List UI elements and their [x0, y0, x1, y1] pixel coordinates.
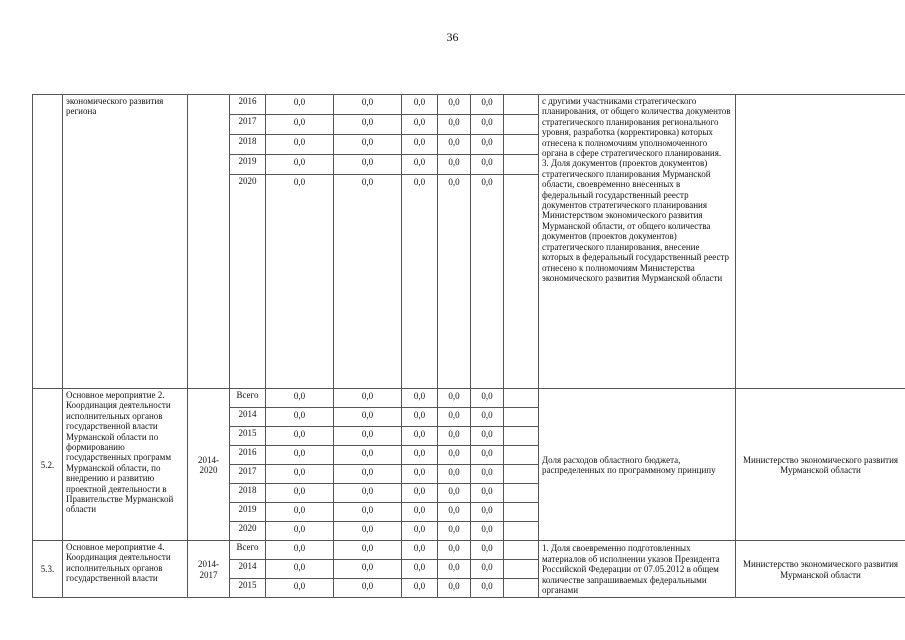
value-cell: 0,0 [471, 503, 504, 522]
value-cell: 0,0 [471, 115, 504, 135]
value-cell: 0,0 [438, 560, 471, 579]
year-cell: Всего [230, 389, 266, 408]
value-cell: 0,0 [266, 579, 334, 598]
value-cell: 0,0 [471, 95, 504, 115]
value-cell: 0,0 [266, 408, 334, 427]
value-cell: 0,0 [438, 522, 471, 541]
year-cell: 2015 [230, 579, 266, 598]
value-cell: 0,0 [334, 541, 402, 560]
value-cell: 0,0 [402, 408, 438, 427]
value-cell: 0,0 [471, 427, 504, 446]
empty-cell [504, 541, 539, 560]
value-cell: 0,0 [334, 408, 402, 427]
empty-cell [504, 427, 539, 446]
value-cell: 0,0 [266, 135, 334, 155]
value-cell: 0,0 [438, 95, 471, 115]
value-cell: 0,0 [438, 135, 471, 155]
row-number-cell: 5.3. [33, 541, 63, 598]
empty-cell [504, 560, 539, 579]
table-row [33, 541, 905, 560]
table-row [33, 389, 905, 408]
value-cell: 0,0 [471, 408, 504, 427]
value-cell: 0,0 [334, 389, 402, 408]
budget-table [32, 94, 905, 598]
empty-cell [504, 465, 539, 484]
value-cell: 0,0 [402, 95, 438, 115]
executor-cell [736, 95, 905, 389]
year-cell: 2019 [230, 503, 266, 522]
value-cell: 0,0 [438, 465, 471, 484]
value-cell: 0,0 [334, 484, 402, 503]
value-cell: 0,0 [471, 446, 504, 465]
indicator-cell: 1. Доля своевременно подготовленных материалов об исполнении указов Президента Российской Федерации от 07.05.2012 в общем количестве запрашиваемых федеральными органами [539, 541, 736, 598]
value-cell: 0,0 [266, 446, 334, 465]
value-cell: 0,0 [471, 522, 504, 541]
value-cell: 0,0 [402, 503, 438, 522]
value-cell: 0,0 [402, 560, 438, 579]
value-cell: 0,0 [402, 427, 438, 446]
value-cell: 0,0 [266, 522, 334, 541]
value-cell: 0,0 [471, 560, 504, 579]
value-cell: 0,0 [471, 135, 504, 155]
value-cell: 0,0 [471, 484, 504, 503]
executor-cell: Министерство экономического развития Мурманской области [736, 541, 905, 598]
value-cell: 0,0 [334, 115, 402, 135]
year-cell: 2016 [230, 446, 266, 465]
value-cell: 0,0 [438, 503, 471, 522]
value-cell: 0,0 [266, 465, 334, 484]
value-cell: 0,0 [402, 389, 438, 408]
year-cell: 2014 [230, 408, 266, 427]
table-row [33, 95, 905, 115]
empty-cell [504, 155, 539, 175]
value-cell: 0,0 [471, 389, 504, 408]
empty-cell [504, 408, 539, 427]
value-cell: 0,0 [334, 522, 402, 541]
value-cell: 0,0 [266, 503, 334, 522]
value-cell: 0,0 [402, 484, 438, 503]
empty-cell [504, 579, 539, 598]
year-cell: 2017 [230, 465, 266, 484]
year-cell: 2018 [230, 135, 266, 155]
year-cell: 2015 [230, 427, 266, 446]
empty-cell [504, 503, 539, 522]
value-cell: 0,0 [266, 389, 334, 408]
empty-cell [504, 446, 539, 465]
value-cell: 0,0 [266, 155, 334, 175]
value-cell: 0,0 [471, 579, 504, 598]
value-cell: 0,0 [334, 503, 402, 522]
measure-name: Основное мероприятие 2. Координация деятельности исполнительных органов государственной власти Мурманской области по формированию государственных программ Мурманской области, по внедрению и развитию проектной деятельности в Правительстве Мурманской области [63, 389, 188, 541]
value-cell: 0,0 [438, 484, 471, 503]
value-cell: 0,0 [438, 155, 471, 175]
executor-cell: Министерство экономического развития Мурманской области [736, 389, 905, 541]
measure-name: экономического развития региона [63, 95, 188, 389]
value-cell: 0,0 [266, 115, 334, 135]
value-cell: 0,0 [334, 560, 402, 579]
value-cell: 0,0 [402, 579, 438, 598]
value-cell: 0,0 [266, 175, 334, 389]
empty-cell [504, 175, 539, 389]
value-cell: 0,0 [402, 446, 438, 465]
empty-cell [504, 115, 539, 135]
period-cell [188, 95, 230, 389]
value-cell: 0,0 [334, 95, 402, 115]
value-cell: 0,0 [402, 155, 438, 175]
value-cell: 0,0 [334, 465, 402, 484]
empty-cell [504, 95, 539, 115]
value-cell: 0,0 [438, 541, 471, 560]
year-cell: 2018 [230, 484, 266, 503]
value-cell: 0,0 [438, 408, 471, 427]
indicator-cell: Доля расходов областного бюджета, распределенных по программному принципу [539, 389, 736, 541]
value-cell: 0,0 [266, 95, 334, 115]
empty-cell [504, 484, 539, 503]
value-cell: 0,0 [334, 135, 402, 155]
value-cell: 0,0 [438, 427, 471, 446]
year-cell: 2020 [230, 175, 266, 389]
value-cell: 0,0 [402, 115, 438, 135]
value-cell: 0,0 [266, 541, 334, 560]
empty-cell [504, 522, 539, 541]
value-cell: 0,0 [266, 427, 334, 446]
value-cell: 0,0 [438, 389, 471, 408]
value-cell: 0,0 [471, 175, 504, 389]
year-cell: 2014 [230, 560, 266, 579]
value-cell: 0,0 [334, 155, 402, 175]
year-cell: Всего [230, 541, 266, 560]
value-cell: 0,0 [266, 560, 334, 579]
value-cell: 0,0 [438, 446, 471, 465]
value-cell: 0,0 [402, 175, 438, 389]
row-number-cell: 5.2. [33, 389, 63, 541]
value-cell: 0,0 [438, 579, 471, 598]
period-cell: 2014-2017 [188, 541, 230, 598]
page-number: 36 [446, 30, 459, 44]
value-cell: 0,0 [266, 484, 334, 503]
year-cell: 2017 [230, 115, 266, 135]
empty-cell [504, 135, 539, 155]
value-cell: 0,0 [334, 579, 402, 598]
value-cell: 0,0 [438, 175, 471, 389]
measure-name: Основное мероприятие 4. Координация деятельности исполнительных органов государственной власти [63, 541, 188, 598]
value-cell: 0,0 [402, 135, 438, 155]
value-cell: 0,0 [471, 155, 504, 175]
value-cell: 0,0 [471, 465, 504, 484]
period-cell: 2014-2020 [188, 389, 230, 541]
year-cell: 2016 [230, 95, 266, 115]
value-cell: 0,0 [402, 465, 438, 484]
value-cell: 0,0 [334, 446, 402, 465]
year-cell: 2019 [230, 155, 266, 175]
value-cell: 0,0 [402, 522, 438, 541]
value-cell: 0,0 [471, 541, 504, 560]
empty-cell [504, 389, 539, 408]
row-number-cell [33, 95, 63, 389]
value-cell: 0,0 [334, 175, 402, 389]
value-cell: 0,0 [402, 541, 438, 560]
value-cell: 0,0 [334, 427, 402, 446]
indicator-cell: с другими участниками стратегического планирования, от общего количества документов стратегического планирования регионального уровня, разработка (корректировка) которых отнесена к полномочиям уполномоченного органа в сфере стратегического планирования. 3. Доля документов (проектов документов) стратегического планирования Мурманской области, своевременно внесенных в федеральный государственный реестр документов стратегического планирования Министерством экономического развития Мурманской области, от общего количества документов (проектов документов) стратегического планирования, внесение которых в федеральный государственный реестр отнесено к полномочиям Министерства экономического развития Мурманской области [539, 95, 736, 389]
value-cell: 0,0 [438, 115, 471, 135]
year-cell: 2020 [230, 522, 266, 541]
